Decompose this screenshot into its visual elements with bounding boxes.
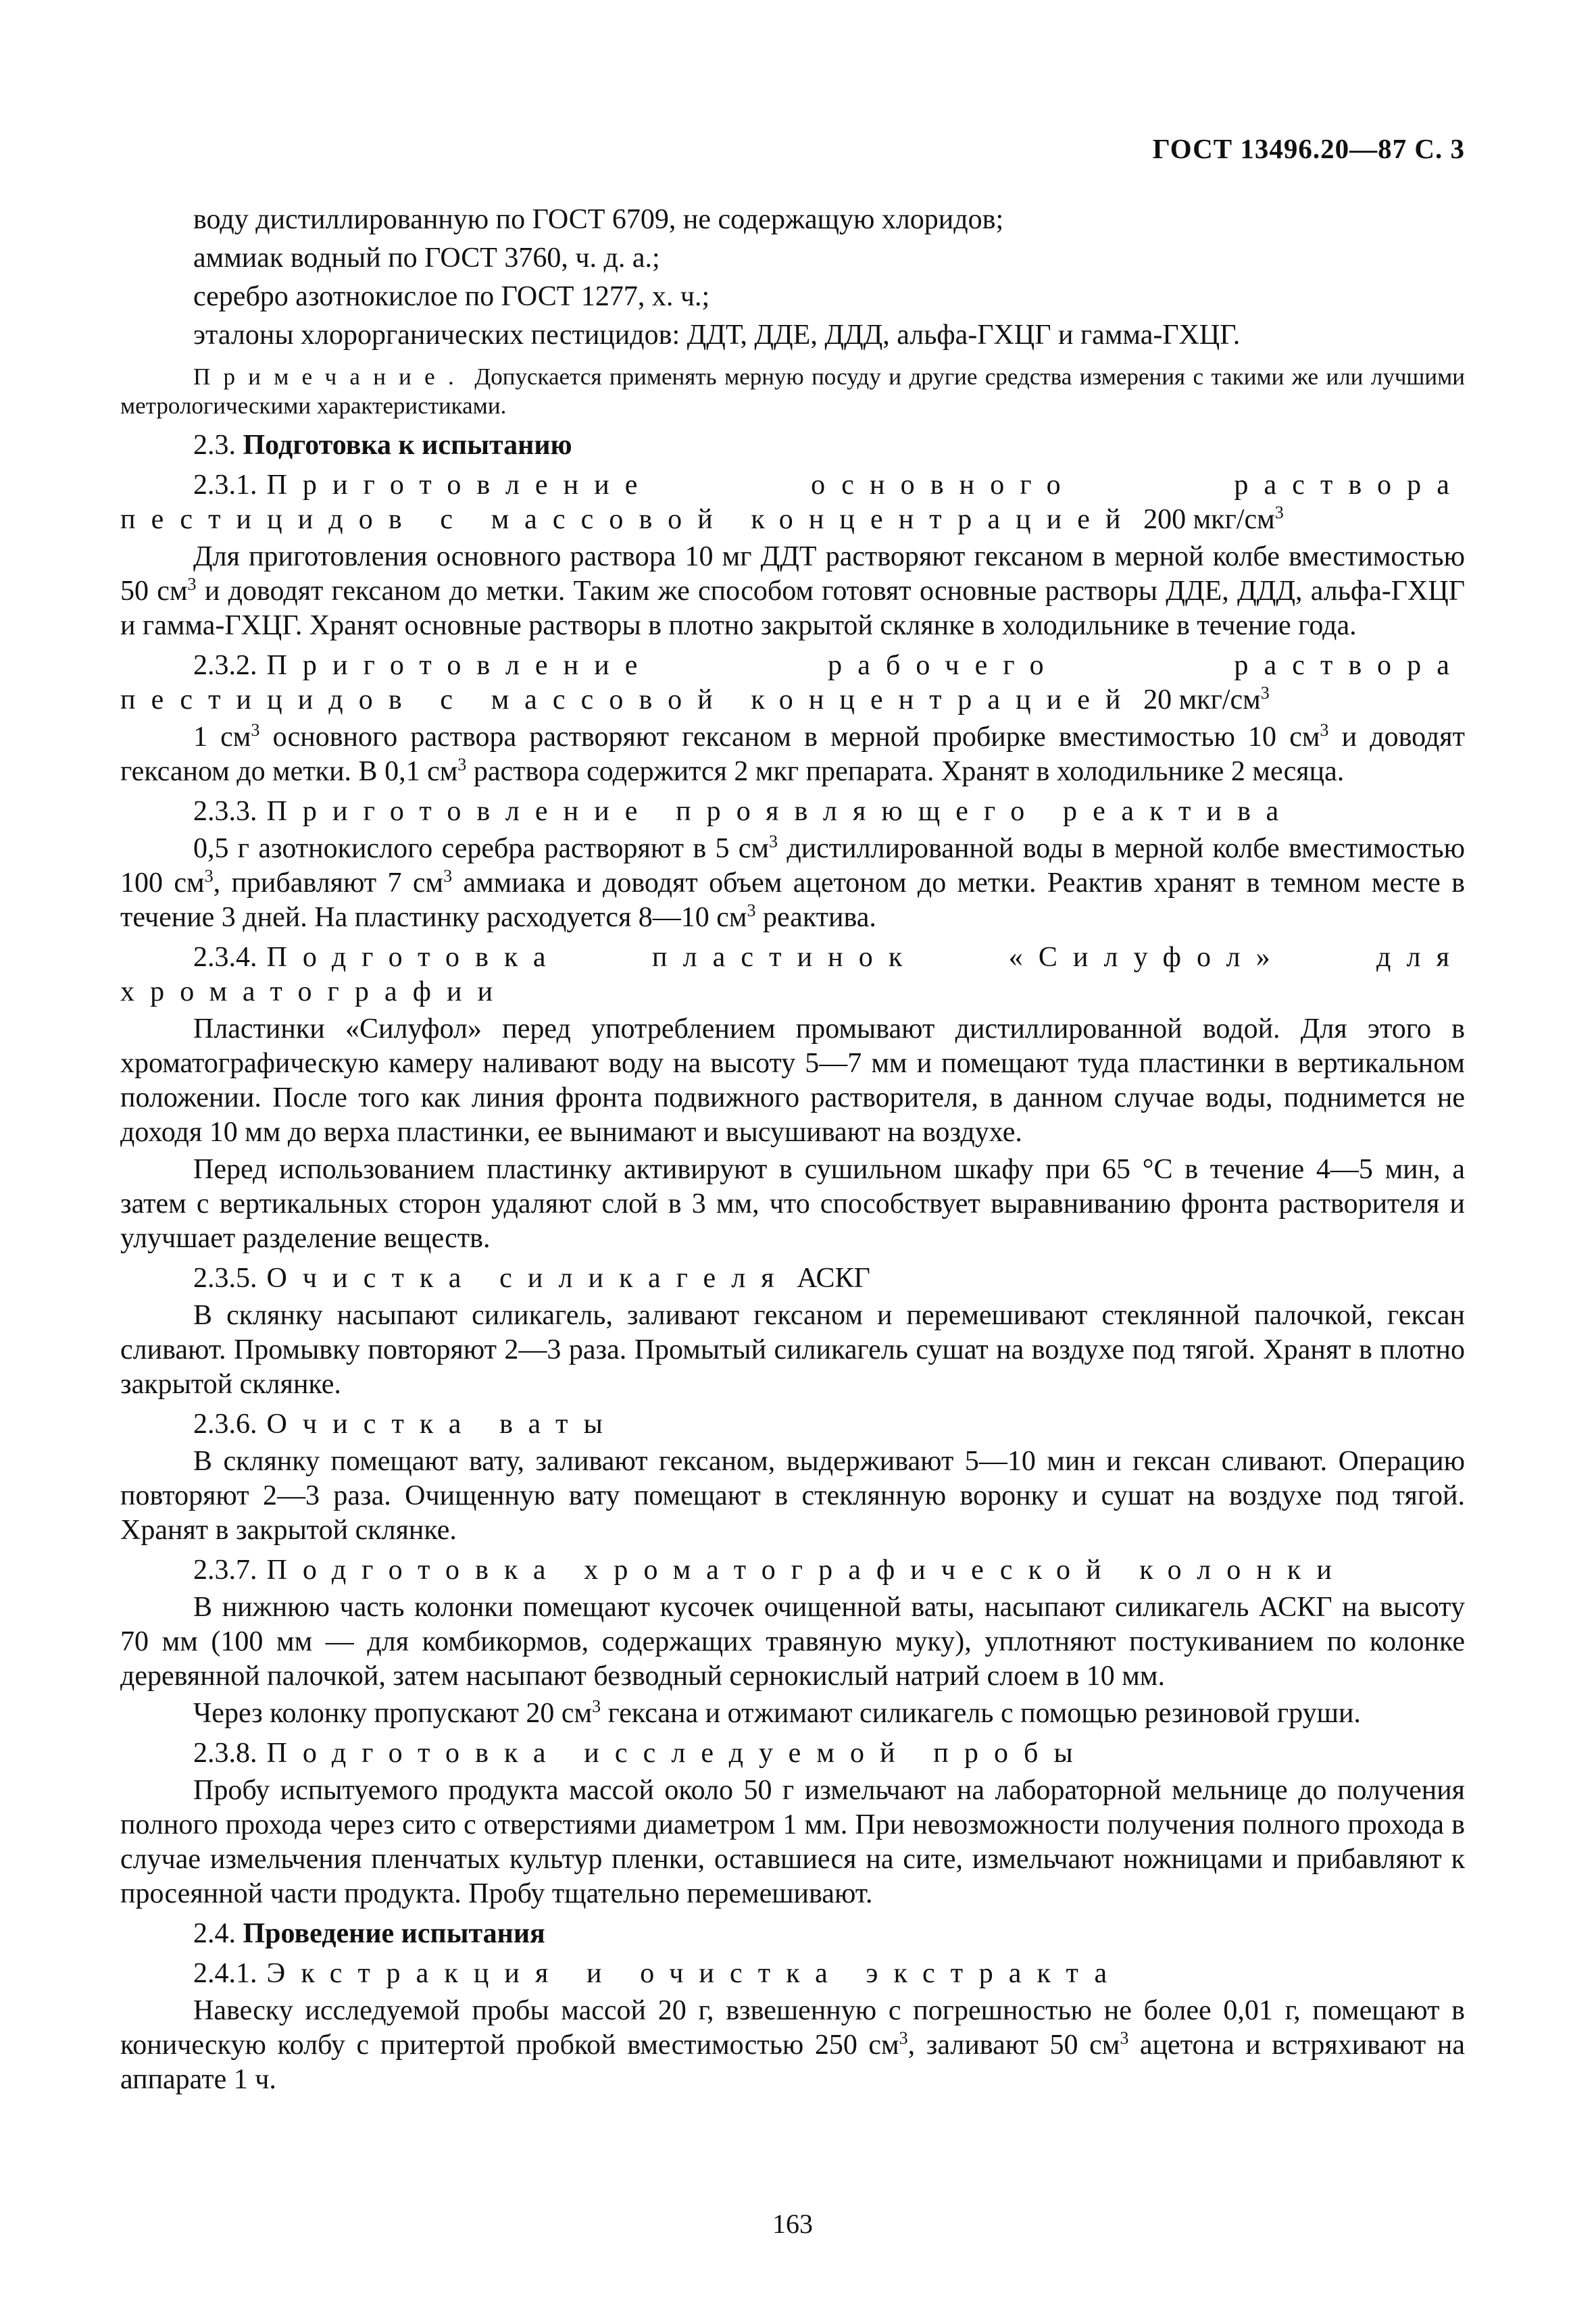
subsection-heading [120, 1736, 1465, 1771]
section-heading [120, 428, 1465, 463]
note-label: Примечание. [193, 363, 467, 390]
superscript: 3 [1274, 503, 1284, 522]
superscript: 3 [457, 755, 467, 774]
subsection-heading [120, 649, 1465, 718]
list-item: эталоны хлорорганических пестицидов: ДДТ, ДДЕ, ДДД, альфа-ГХЦГ и гамма-ГХЦГ. [193, 320, 1241, 351]
superscript: 3 [592, 1696, 601, 1716]
superscript: 3 [187, 574, 197, 594]
paragraph: В нижнюю часть колонки помещают кусочек очищенной ваты, насыпают силикагель АСКГ на высоту 70 мм (100 мм — для комбикормов, содержащих травяную муку), уплотняют постукиванием по колонке деревянной палочкой, затем насыпают безводный сернокислый натрий слоем в 10 мм. [120, 1592, 1465, 1692]
subsection-number: 2.3.5. [193, 1263, 257, 1294]
subsection-heading [120, 468, 1465, 537]
paragraph: В склянку насыпают силикагель, заливают гексаном и перемешивают стеклянной палочкой, гексан сливают. Промывку повторяют 2—3 раза. Промытый силикагель сушат на воздухе под тягой. Хранят в плотно закрытой склянке. [120, 1300, 1465, 1400]
subsection-title: Приготовление проявляющего реактива [266, 796, 1295, 827]
text-run: 1 см [193, 722, 251, 753]
note [120, 362, 1465, 420]
paragraph [120, 832, 1465, 935]
text-run: ацетона и встряхивают на аппарате 1 ч. [120, 2030, 1465, 2095]
paragraph [120, 540, 1465, 643]
subsection-heading [120, 1261, 1465, 1296]
text-run: реактива. [755, 902, 876, 933]
text-run: 0,5 г азотнокислого серебра растворяют в 5 см [193, 833, 769, 864]
paragraph: Перед использованием пластинку активируют в сушильном шкафу при 65 °С в течение 4—5 мин, а затем с вертикальных сторон удаляют слой в 3 мм, что способствует выравниванию фронта растворителя и улучшает разделение веществ. [120, 1154, 1465, 1254]
subsection-heading [120, 1553, 1465, 1588]
superscript: 3 [251, 720, 260, 740]
document-page [120, 0, 1465, 2314]
paragraph: Пластинки «Силуфол» перед употреблением промывают дистиллированной водой. Для этого в хроматографическую камеру наливают воду на высоту 5—7 мм и помещают туда пластинки в вертикальном положении. После того как линия фронта подвижного растворителя, в данном случае воды, поднимется не доходя 10 мм до верха пластинки, ее вынимают и высушивают на воздухе. [120, 1013, 1465, 1148]
subsection-number: 2.3.8. [193, 1738, 257, 1769]
paragraph: Пробу испытуемого продукта массой около 50 г измельчают на лабораторной мельнице до получения полного прохода через сито с отверстиями диаметром 1 мм. При невозможности получения полного прохода в случае измельчения пленчатых культур пленки, оставшиеся на сите, измельчают ножницами и прибавляют к просеянной части продукта. Пробу тщательно перемешивают. [120, 1775, 1465, 1909]
list-item: аммиак водный по ГОСТ 3760, ч. д. а.; [193, 243, 660, 274]
subsection-title: Очистка силикагеля [266, 1263, 790, 1294]
paragraph [120, 1994, 1465, 2097]
superscript: 3 [204, 866, 214, 886]
list-item: воду дистиллированную по ГОСТ 6709, не содержащую хлоридов; [193, 204, 1004, 235]
paragraph: В склянку помещают вату, заливают гексаном, выдерживают 5—10 мин и гексан сливают. Операцию повторяют 2—3 раза. Очищенную вату помещают в стеклянную воронку и сушат на воздухе под тягой. Хранят в закрытой склянке. [120, 1446, 1465, 1546]
subsection-number: 2.3.2. [193, 650, 257, 681]
text-run: раствора содержится 2 мкг препарата. Хранят в холодильнике 2 месяца. [466, 756, 1345, 787]
document-body [120, 203, 1465, 2097]
section-heading [120, 1917, 1465, 1951]
text-run: , прибавляют 7 см [213, 867, 444, 899]
text-run: аммиака и доводят объем ацетоном до метки. Реактив хранят в темном месте в течение 3 дней. На пластинку расходуется 8—10 см [120, 867, 1465, 933]
text-run: гексана и отжимают силикагель с помощью резиновой груши. [601, 1698, 1361, 1729]
superscript: 3 [747, 901, 756, 920]
subsection-number: 2.3.3. [193, 796, 257, 827]
subsection-title: Подготовка пластинок «Силуфол» для хроматографии [120, 942, 1465, 1007]
subsection-heading [120, 795, 1465, 829]
list-item: серебро азотнокислое по ГОСТ 1277, х. ч.; [193, 281, 710, 312]
subsection-number: 2.3.6. [193, 1409, 257, 1440]
text-run: Навеску исследуемой пробы массой 20 г, взвешенную с погрешностью не более 0,01 г, помещают в коническую колбу с притертой пробкой вместимостью 250 см [120, 1995, 1465, 2061]
text-run: и доводят гексаном до метки. В 0,1 см [120, 722, 1465, 787]
subsection-number: 2.4.1. [193, 1958, 257, 1989]
note-text: Допускается применять мерную посуду и другие средства измерения с такими же или лучшими метрологическими характеристиками. [120, 363, 1465, 419]
paragraph [120, 720, 1465, 789]
subsection-heading [120, 940, 1465, 1009]
subsection-number: 2.3.1. [193, 470, 257, 501]
subsection-value: АСКГ [789, 1263, 870, 1294]
superscript: 3 [1120, 2028, 1129, 2048]
section-title: Подготовка к испытанию [243, 430, 572, 461]
text-run: Через колонку пропускают 20 см [193, 1698, 593, 1729]
subsection-heading [120, 1407, 1465, 1442]
superscript: 3 [1260, 683, 1270, 703]
subsection-title: Подготовка хроматографической колонки [266, 1555, 1348, 1586]
subsection-value: 20 мкг/см [1136, 684, 1261, 715]
subsection-number: 2.3.4. [193, 942, 257, 973]
subsection-title: Приготовление рабочего раствора пестицидов с массовой концентрацией [120, 650, 1465, 715]
subsection-title: Экстракция и очистка экстракта [266, 1958, 1123, 1989]
subsection-heading [120, 1957, 1465, 1991]
subsection-title: Приготовление основного раствора пестицидов с массовой концентрацией [120, 470, 1465, 535]
superscript: 3 [769, 832, 778, 851]
text-run: дистиллированной воды в мерной колбе вместимостью 100 см [120, 833, 1465, 899]
subsection-title: Очистка ваты [266, 1409, 618, 1440]
page-number: 163 [772, 2209, 813, 2239]
subsection-value: 200 мкг/см [1136, 504, 1275, 535]
paragraph [120, 1696, 1465, 1731]
text-run: , заливают 50 см [907, 2030, 1120, 2061]
superscript: 3 [443, 866, 453, 886]
section-number: 2.4. [193, 1918, 236, 1949]
subsection-title: Подготовка исследуемой пробы [266, 1738, 1089, 1769]
text-run: Для приготовления основного раствора 10 мг ДДТ растворяют гексаном в мерной колбе вместимостью 50 см [120, 541, 1465, 607]
text-run: и доводят гексаном до метки. Таким же способом готовят основные растворы ДДЕ, ДДД, альфа-ГХЦГ и гамма-ГХЦГ. Хранят основные растворы в плотно закрытой склянке в холодильнике в течение года. [120, 576, 1465, 641]
text-run: основного раствора растворяют гексаном в мерной пробирке вместимостью 10 см [259, 722, 1320, 753]
section-number: 2.3. [193, 430, 236, 461]
superscript: 3 [899, 2028, 908, 2048]
section-title: Проведение испытания [243, 1918, 545, 1949]
reagent-list [120, 203, 1465, 353]
page-header: ГОСТ 13496.20—87 С. 3 [1152, 133, 1465, 164]
superscript: 3 [1320, 720, 1329, 740]
subsection-number: 2.3.7. [193, 1555, 257, 1586]
